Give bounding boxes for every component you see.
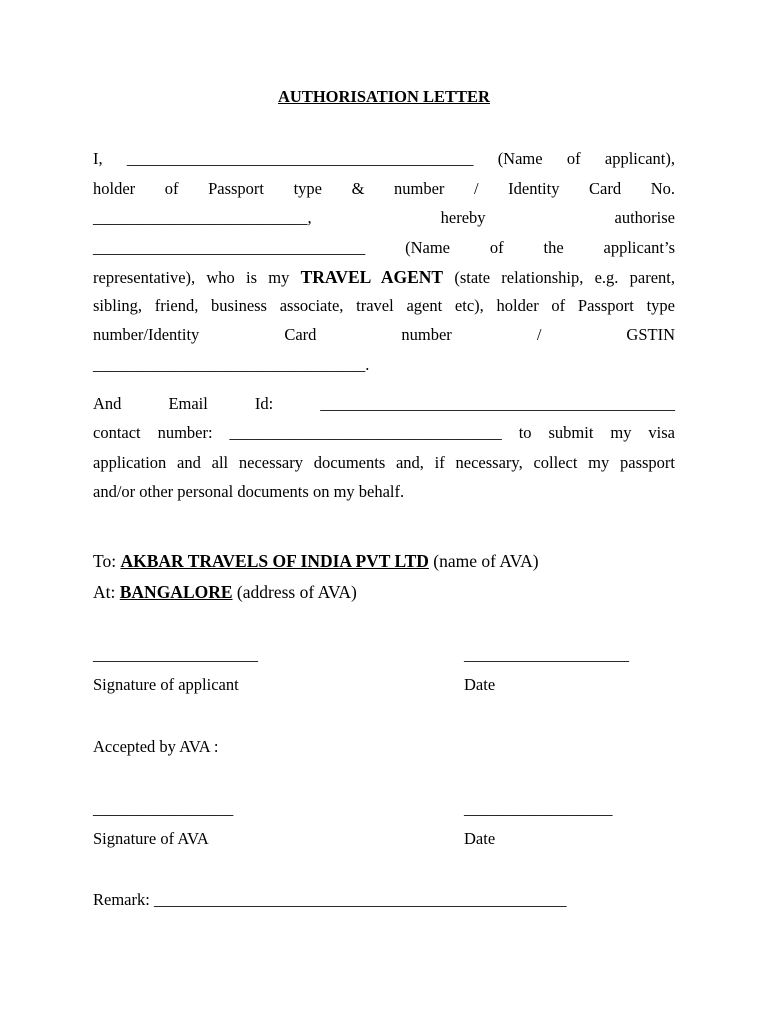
at-line [93, 582, 675, 602]
applicant-signature-blank: ____________________ [93, 645, 258, 664]
email-id-line: And Email Id: ___________________________________________ [93, 394, 675, 413]
representative-name-line: _________________________________ (Name of the applicant’s [93, 238, 675, 257]
ava-signature-blank: _________________ [93, 799, 234, 818]
applicant-date-label: Date [464, 675, 496, 694]
to-prefix: To: [93, 551, 121, 571]
ava-name: AKBAR TRAVELS OF INDIA PVT LTD [120, 551, 429, 571]
id-number-line: number/Identity Card number / GSTIN [93, 325, 675, 344]
ava-address: BANGALORE [119, 582, 233, 602]
applicant-date-blank: ____________________ [464, 645, 629, 664]
relationship-text-pre: representative), who is my [93, 268, 301, 287]
at-suffix: (address of AVA) [232, 582, 357, 602]
passport-type-line: holder of Passport type & number / Identity Card No. [93, 179, 675, 198]
document-title: AUTHORISATION LETTER [278, 87, 490, 106]
relationship-examples-line: sibling, friend, business associate, travel agent etc), holder of Passport type [93, 296, 675, 315]
authorise-line: __________________________, hereby authorise [93, 208, 675, 227]
to-suffix: (name of AVA) [428, 551, 539, 571]
at-prefix: At: [93, 582, 120, 602]
ava-signature-label: Signature of AVA [93, 829, 209, 848]
ava-date-label: Date [464, 829, 496, 848]
documents-line: application and all necessary documents and, if necessary, collect my passport [93, 453, 675, 472]
travel-agent-label: TRAVEL AGENT [300, 267, 444, 287]
relationship-line [93, 267, 675, 288]
behalf-line: and/or other personal documents on my behalf. [93, 482, 405, 501]
relationship-text-post: (state relationship, e.g. parent, [443, 268, 675, 287]
remark-line: Remark: __________________________________________________ [93, 890, 567, 909]
applicant-signature-label: Signature of applicant [93, 675, 239, 694]
ava-date-blank: __________________ [464, 799, 613, 818]
contact-number-line: contact number: _________________________________ to submit my visa [93, 423, 675, 442]
to-line [93, 551, 675, 571]
applicant-name-line: I, __________________________________________ (Name of applicant), [93, 149, 675, 168]
accepted-by-ava-label: Accepted by AVA : [93, 737, 219, 756]
gstin-blank-line: _________________________________. [93, 355, 370, 374]
